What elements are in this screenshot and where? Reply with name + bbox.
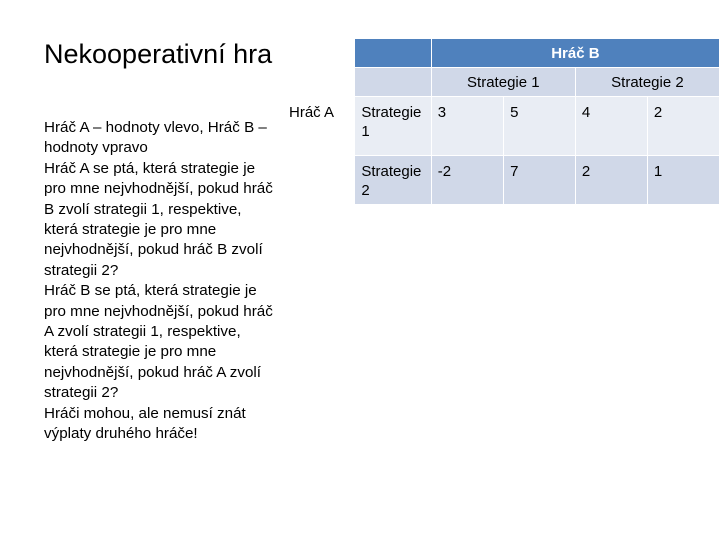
header-empty-cell [355,39,430,67]
empty-corner-2 [283,68,354,96]
row-label-strategy-2: Strategie 2 [355,156,430,204]
body-line-2: Hráč A se ptá, která strategie je pro mne nejvhodnější, pokud hráč B zvolí strategii 1, respektive, která strategie je pro mne nejvhodnější, pokud hráč B zvolí strategii 2? [44,159,273,279]
table-row [283,156,719,204]
table-row [283,97,719,155]
payoff-cell: 4 [576,97,647,155]
body-line-4: Hráči mohou, ale nemusí znát výplaty druhého hráče! [44,404,246,443]
payoff-cell: 1 [648,156,719,204]
empty-cell [283,156,354,204]
table-header-row-1 [283,39,719,67]
player-b-header: Hráč B [432,39,719,67]
body-text [44,118,274,445]
payoff-cell: 2 [648,97,719,155]
payoff-cell: 5 [504,97,575,155]
body-line-3: Hráč B se ptá, která strategie je pro mne nejvhodnější, pokud hráč A zvolí strategii 1, respektive, která strategie je pro mne nejvhodnější, pokud hráč A zvolí strategii 2? [44,282,273,402]
col-header-strategy-2: Strategie 2 [576,68,719,96]
payoff-cell: 2 [576,156,647,204]
col-header-strategy-1: Strategie 1 [432,68,575,96]
body-line-1: Hráč A – hodnoty vlevo, Hráč B – hodnoty vpravo [44,119,267,157]
player-a-label: Hráč A [283,97,354,155]
row-label-strategy-1: Strategie 1 [355,97,430,155]
table-header-row-2 [283,68,719,96]
payoff-cell: 7 [504,156,575,204]
subheader-empty-cell [355,68,430,96]
slide-title: Nekooperativní hra [44,39,273,69]
empty-corner [283,39,354,67]
payoff-table [282,38,720,205]
payoff-cell: 3 [432,97,503,155]
payoff-cell: -2 [432,156,503,204]
